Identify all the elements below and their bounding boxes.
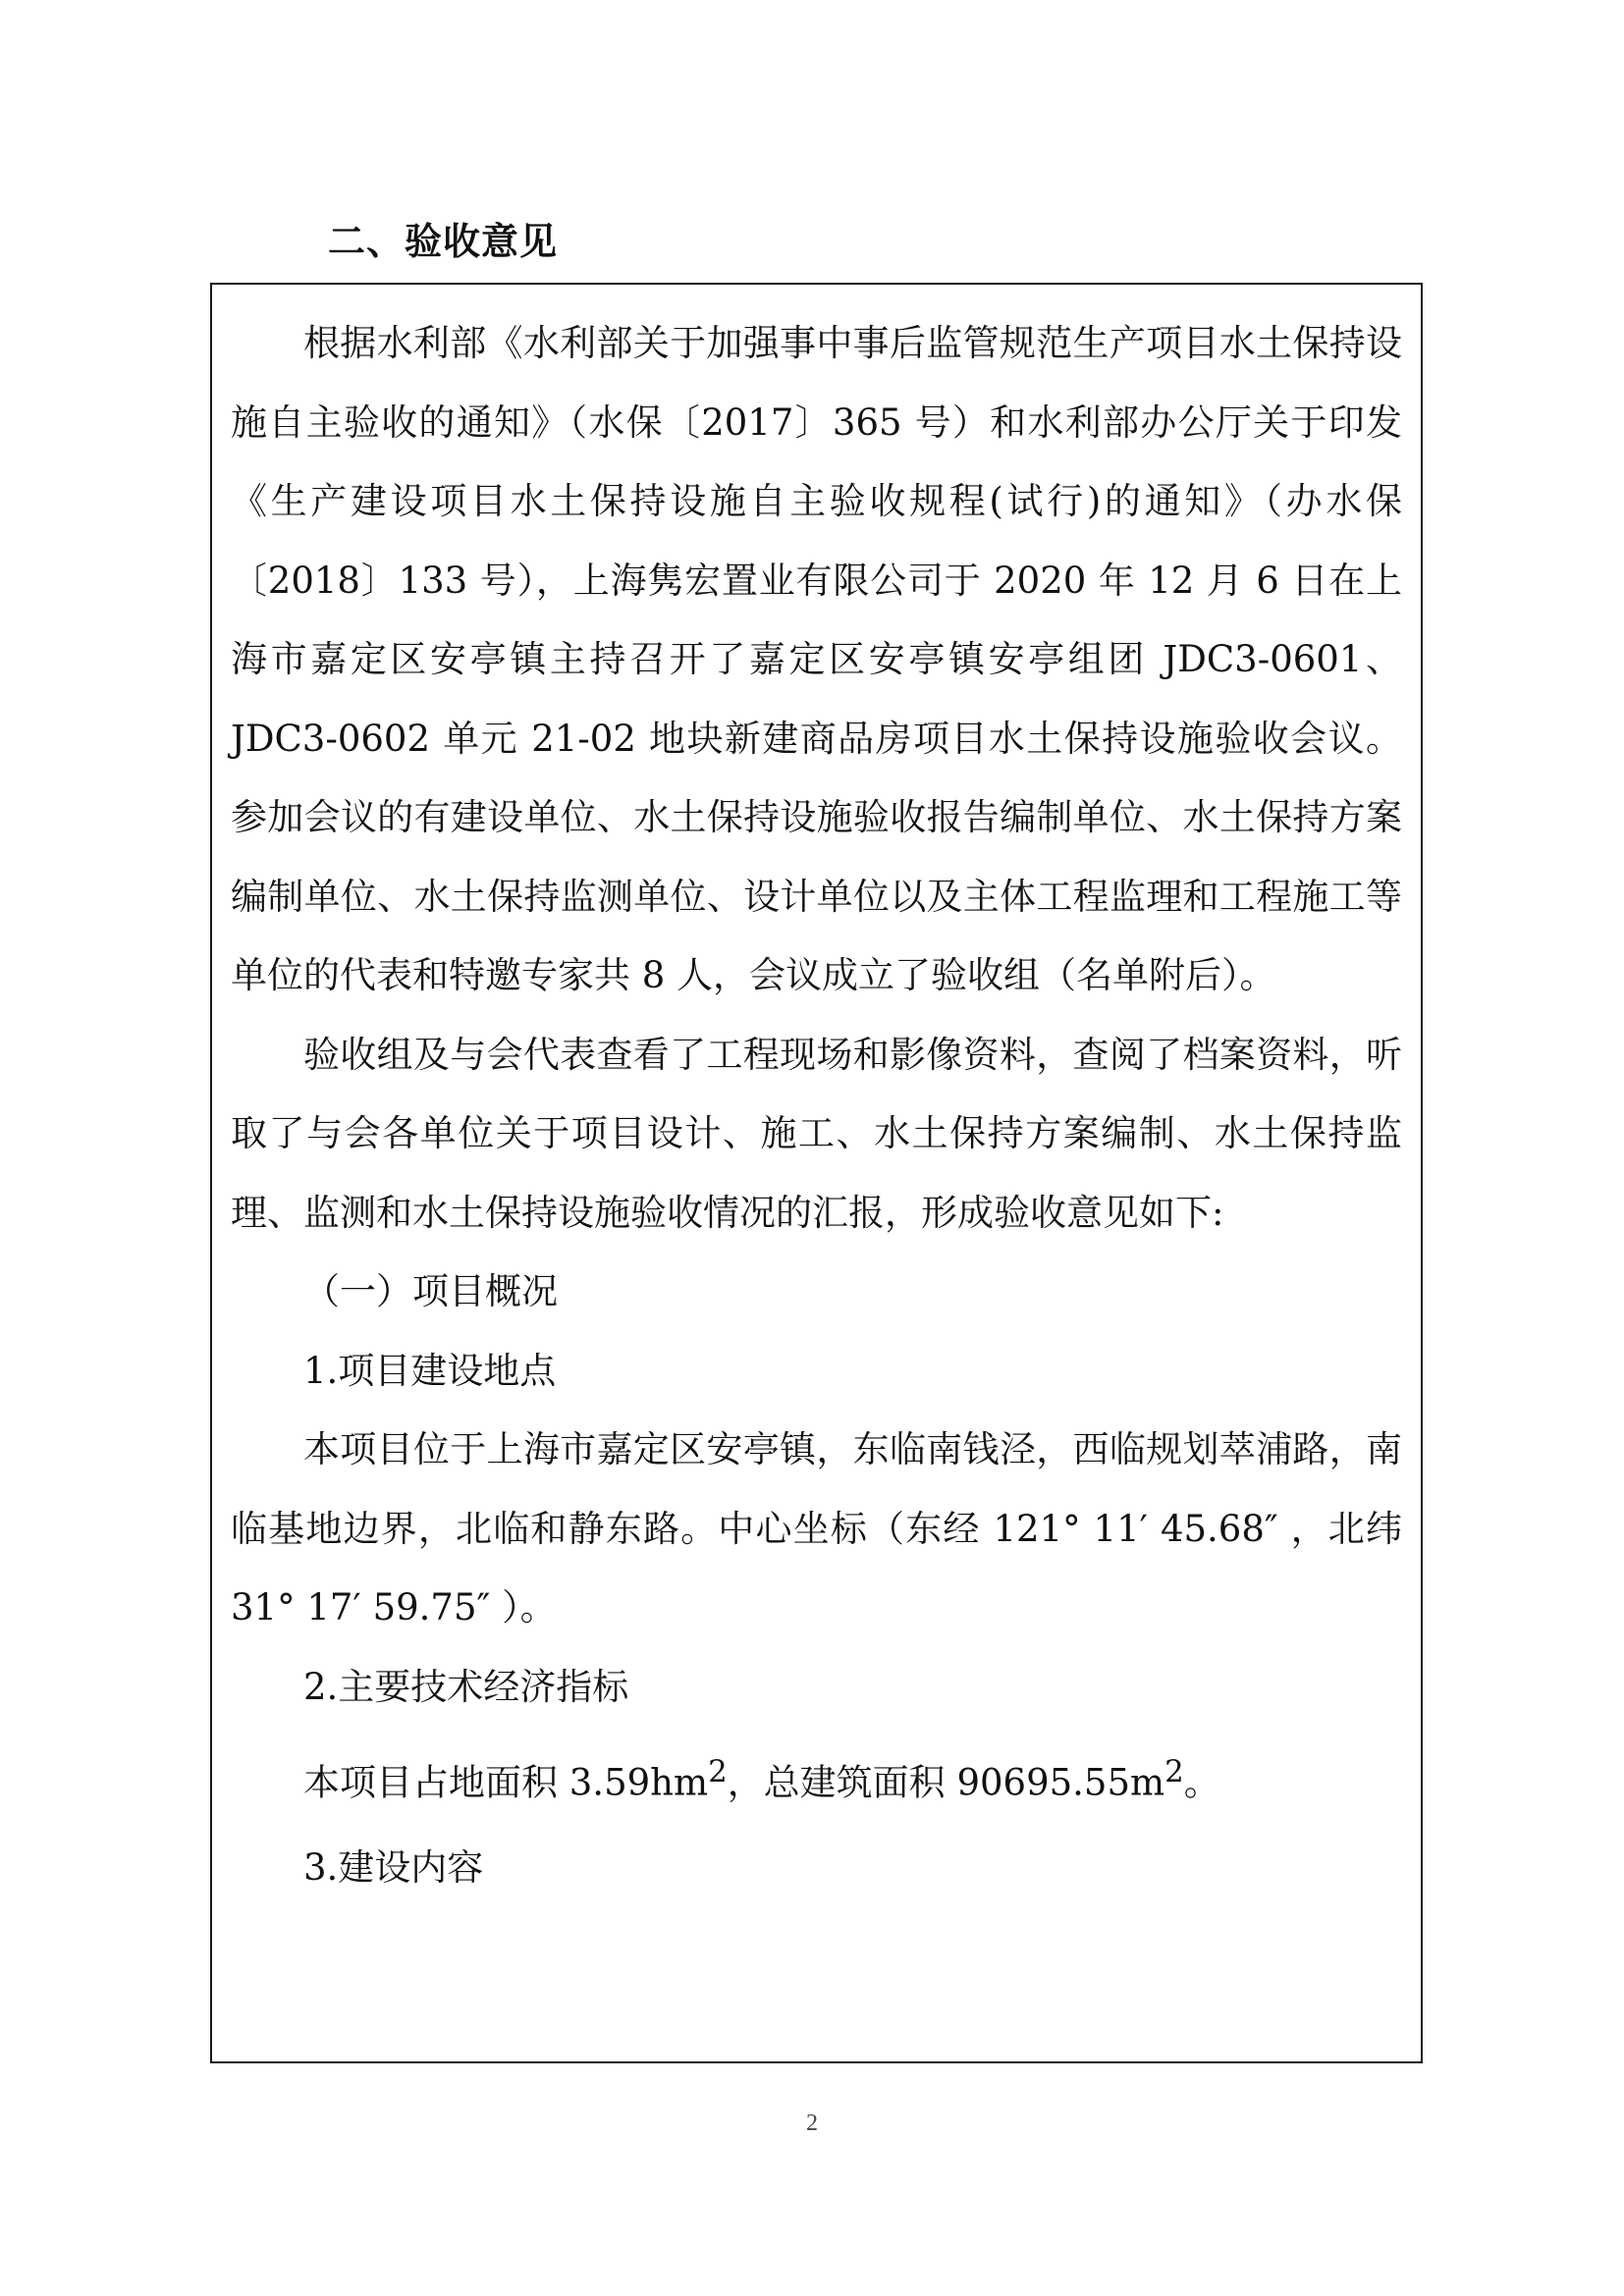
- page-number: 2: [806, 2110, 818, 2136]
- area-text-prefix: 本项目占地面积 3.59hm: [303, 1761, 709, 1804]
- subheading-technical-indicators: 2.主要技术经济指标: [303, 1665, 629, 1708]
- subheading-construction-site: 1.项目建设地点: [303, 1349, 557, 1392]
- paragraph-location: 本项目位于上海市嘉定区安亭镇，东临南钱泾，西临规划萃浦路，南临基地边界，北临和静东路。中心坐标（东经 121° 11′ 45.68″ ，北纬 31° 17′ 59.75″ ）。: [231, 1428, 1402, 1629]
- area-text-middle: ，总建筑面积 90695.55m: [727, 1761, 1165, 1804]
- opinion-box: [210, 283, 1423, 2063]
- subheading-project-overview: （一）项目概况: [303, 1270, 558, 1312]
- area-unit-superscript: 2: [708, 1754, 728, 1789]
- paragraph-area: [231, 1733, 1402, 1823]
- paragraph-basis: 根据水利部《水利部关于加强事中事后监管规范生产项目水土保持设施自主验收的通知》（水保〔2017〕365 号）和水利部办公厅关于印发《生产建设项目水土保持设施自主验收规程(试行)的通知》（办水保〔2018〕133 号），上海隽宏置业有限公司于 2020 年 12 月 6 日在上海市嘉定区安亭镇主持召开了嘉定区安亭镇安亭组团 JDC3-0601、JDC3-0602 单元 21-02 地块新建商品房项目水土保持设施验收会议。参加会议的有建设单位、水土保持设施验收报告编制单位、水土保持方案编制单位、水土保持监测单位、设计单位以及主体工程监理和工程施工等单位的代表和特邀专家共 8 人，会议成立了验收组（名单附后）。: [231, 322, 1402, 996]
- paragraph-inspection: 验收组及与会代表查看了工程现场和影像资料，查阅了档案资料，听取了与会各单位关于项目设计、施工、水土保持方案编制、水土保持监理、监测和水土保持设施验收情况的汇报，形成验收意见如下:: [231, 1033, 1402, 1234]
- section-heading: 二、验收意见: [328, 220, 559, 263]
- area-text-suffix: 。: [1183, 1761, 1220, 1804]
- subheading-construction-content: 3.建设内容: [303, 1845, 484, 1889]
- building-area-unit-superscript: 2: [1164, 1754, 1184, 1789]
